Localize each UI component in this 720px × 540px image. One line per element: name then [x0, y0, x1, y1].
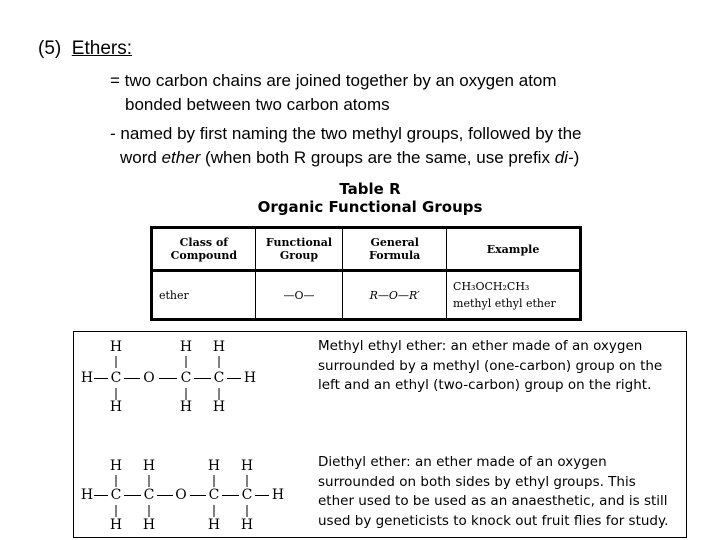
- bond: [157, 495, 173, 496]
- bond: [124, 378, 140, 379]
- atom-o: O: [175, 487, 187, 503]
- table-title-block: [240, 180, 500, 216]
- atom-h: H: [212, 339, 226, 355]
- atom-h: H: [207, 517, 221, 533]
- structures-panel: [73, 331, 687, 538]
- bond: [149, 505, 150, 517]
- table-row: [152, 271, 581, 320]
- section-title: Ethers:: [71, 38, 132, 59]
- header-functional-group: Functional Group: [255, 228, 343, 271]
- bond: [149, 475, 150, 487]
- atom-h: H: [243, 370, 257, 386]
- atom-c: C: [110, 487, 122, 503]
- bond: [219, 356, 220, 368]
- atom-c: C: [143, 487, 155, 503]
- bond: [247, 505, 248, 517]
- bond: [194, 378, 211, 379]
- atom-h: H: [212, 399, 226, 415]
- header-example: Example: [447, 228, 581, 271]
- bond: [159, 378, 177, 379]
- definition-line-2: bonded between two carbon atoms: [125, 95, 390, 114]
- atom-h: H: [179, 399, 193, 415]
- table-header-row: [152, 228, 581, 271]
- bond: [116, 475, 117, 487]
- atom-h: H: [109, 517, 123, 533]
- naming-line-2: word ether (when both R groups are the same, use prefix di-): [120, 148, 580, 167]
- diethyl-ether-structure: [74, 442, 314, 537]
- methyl-ethyl-ether-structure: [74, 332, 314, 442]
- atom-c: C: [241, 487, 253, 503]
- bond: [227, 378, 241, 379]
- atom-h: H: [240, 517, 254, 533]
- atom-c: C: [110, 370, 122, 386]
- table-title: Table R: [339, 180, 401, 198]
- atom-h: H: [179, 339, 193, 355]
- cell-example: [447, 271, 581, 320]
- atom-h: H: [80, 487, 94, 503]
- atom-c: C: [208, 487, 220, 503]
- section-number: (5): [38, 38, 62, 59]
- atom-h: H: [109, 339, 123, 355]
- example-formula: CH₃OCH₂CH₃: [453, 280, 530, 293]
- section-heading: [38, 38, 132, 60]
- definition-line-1: = two carbon chains are joined together by an oxygen atom: [110, 71, 557, 90]
- bond: [247, 475, 248, 487]
- methyl-ethyl-ether-description: Methyl ethyl ether: an ether made of an oxygen surrounded by a methyl (one-carbon) group on the left and an ethyl (two-carbon) group on the right.: [318, 338, 663, 393]
- bond: [214, 505, 215, 517]
- header-general-formula: General Formula: [343, 228, 447, 271]
- bond: [116, 505, 117, 517]
- bond: [190, 495, 206, 496]
- atom-o: O: [143, 370, 155, 386]
- atom-h: H: [142, 517, 156, 533]
- header-class-of-compound: Class of Compound: [152, 228, 256, 271]
- atom-h: H: [109, 458, 123, 474]
- atom-c: C: [180, 370, 192, 386]
- atom-h: H: [142, 458, 156, 474]
- bond: [94, 378, 108, 379]
- cell-functional-group: —O—: [255, 271, 343, 320]
- bond: [255, 495, 269, 496]
- bond: [214, 475, 215, 487]
- atom-h: H: [271, 487, 285, 503]
- cell-class: ether: [152, 271, 256, 320]
- bond: [222, 495, 239, 496]
- table-subtitle: Organic Functional Groups: [257, 198, 483, 216]
- atom-h: H: [240, 458, 254, 474]
- example-name: methyl ethyl ether: [453, 297, 556, 310]
- bond: [186, 356, 187, 368]
- cell-general-formula: R—O—R′: [343, 271, 447, 320]
- atom-h: H: [109, 399, 123, 415]
- bond: [124, 495, 141, 496]
- naming-line-1: - named by first naming the two methyl groups, followed by the: [110, 124, 582, 143]
- bond: [116, 356, 117, 368]
- bond: [94, 495, 108, 496]
- atom-c: C: [213, 370, 225, 386]
- atom-h: H: [207, 458, 221, 474]
- diethyl-ether-description: Diethyl ether: an ether made of an oxygen surrounded on both sides by ethyl groups. This ether used to be used as an anaesthetic, and is still used by geneticists to knock out fruit flies for study.: [318, 454, 669, 529]
- functional-groups-table: [150, 226, 582, 321]
- atom-h: H: [80, 370, 94, 386]
